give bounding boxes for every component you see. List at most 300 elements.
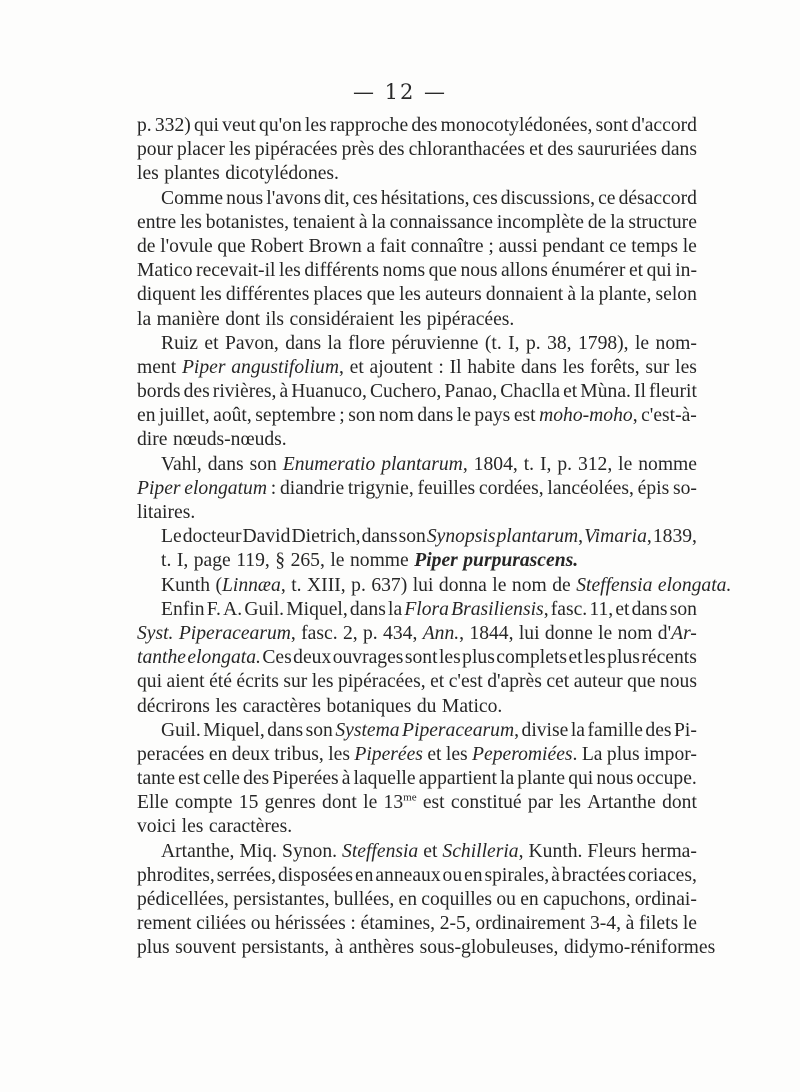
word: capuchons,: [542, 889, 631, 910]
word: celle: [203, 768, 240, 790]
word: la: [610, 211, 625, 233]
word: p.: [363, 622, 378, 644]
word: deux: [231, 743, 270, 765]
word: d'après: [487, 671, 542, 693]
word: ordinai-: [634, 889, 697, 910]
word: dire: [137, 429, 168, 451]
word: de: [137, 235, 156, 257]
word: c'est-à-: [641, 405, 697, 427]
word: so-: [672, 477, 697, 499]
word: angustifolium,: [231, 356, 344, 378]
text-line: [137, 356, 697, 380]
word: page: [193, 550, 231, 572]
word: divise: [521, 719, 569, 741]
word: son: [669, 598, 697, 620]
word: nœuds-nœuds.: [172, 429, 287, 451]
word: p.: [557, 453, 573, 475]
word: par: [527, 792, 553, 814]
word: Systema: [335, 719, 400, 741]
word: diandrie: [279, 477, 345, 499]
text-line: [137, 791, 697, 815]
word: elongata.: [657, 574, 732, 596]
word: ils: [265, 308, 285, 330]
word: son: [398, 526, 426, 548]
word: coriaces,: [627, 864, 697, 886]
word: son: [348, 405, 376, 427]
word: 15: [238, 792, 259, 814]
text-line: [137, 864, 697, 888]
word: noms: [382, 260, 426, 282]
text-line: [137, 549, 697, 573]
word: p.: [137, 115, 152, 136]
word: août,: [213, 405, 252, 427]
word: connaître: [410, 235, 484, 257]
text-line: [137, 719, 697, 743]
word: entre: [137, 211, 177, 233]
word: de: [552, 574, 571, 596]
word: structure: [628, 211, 697, 233]
word: les: [304, 115, 327, 136]
word: Robert: [250, 235, 304, 257]
word: chloranthacées: [408, 139, 525, 161]
word: occupe.: [636, 768, 697, 790]
word: ce: [609, 235, 627, 257]
word: temps: [631, 235, 679, 257]
word: :: [270, 477, 277, 499]
word: les: [675, 356, 697, 378]
text-line: [137, 743, 697, 767]
word: ou: [442, 864, 463, 886]
word: le: [456, 405, 471, 427]
word: qui: [137, 671, 163, 693]
word: lancéolées,: [547, 477, 634, 499]
text-line: [137, 936, 716, 960]
word: dans: [349, 598, 386, 620]
word: rement: [137, 913, 192, 935]
word: 1839,: [652, 526, 697, 548]
word: habite: [467, 356, 516, 378]
word: botaniques: [326, 695, 412, 717]
word: genres: [264, 792, 316, 814]
text-line: [137, 428, 697, 452]
word: la: [580, 284, 595, 306]
word: les: [559, 792, 581, 814]
text-line: [137, 308, 697, 332]
word: et: [615, 598, 630, 620]
word: anthères: [348, 937, 415, 959]
word: flore: [348, 332, 386, 354]
text-line: [137, 646, 697, 670]
word: du: [416, 695, 437, 717]
word: t.: [161, 550, 172, 572]
word: tante: [137, 768, 176, 790]
word: que: [366, 284, 395, 306]
word: 11,: [589, 598, 614, 620]
word: des: [183, 381, 210, 403]
word: le: [363, 792, 378, 814]
text-line: [137, 380, 697, 404]
word: 265,: [290, 550, 325, 572]
word: les: [279, 260, 301, 282]
word: serrées,: [216, 864, 277, 886]
word: en: [208, 743, 228, 765]
word: compte: [174, 792, 233, 814]
word: dont: [662, 792, 697, 814]
text-line: [137, 138, 697, 162]
word: veut: [222, 115, 256, 136]
word: écrits: [236, 671, 279, 693]
word: souvent: [175, 937, 237, 959]
word: Vahl,: [161, 453, 202, 475]
word: Artanthe: [587, 792, 656, 814]
word: Il: [633, 381, 646, 403]
word: 312,: [577, 453, 613, 475]
word: voici: [137, 816, 177, 838]
word: que: [627, 671, 656, 693]
word: des: [645, 719, 672, 741]
word: à: [567, 284, 577, 306]
word: hésitations,: [380, 187, 470, 209]
word: botanistes,: [205, 211, 290, 233]
word: et: [423, 840, 438, 862]
word: 3-4,: [589, 913, 621, 935]
word: Huanuco,: [291, 381, 367, 403]
word: ces: [472, 187, 498, 209]
word: les: [445, 743, 468, 765]
text-line: [137, 211, 697, 235]
word: La: [581, 743, 603, 765]
word: selon: [655, 284, 697, 306]
word: plus: [607, 647, 640, 669]
word: Enfin: [161, 598, 205, 620]
word: ou: [496, 889, 516, 910]
word: Le: [161, 526, 182, 548]
word: Piperacearum,: [402, 719, 520, 741]
word: Elle: [137, 792, 169, 814]
word: Piperacearum,: [178, 622, 296, 644]
word: 332): [154, 115, 191, 136]
word: bords: [137, 381, 181, 403]
word: Brasiliensis,: [451, 598, 549, 620]
word: sont: [404, 647, 438, 669]
word: sur: [645, 356, 670, 378]
word: énumérer: [551, 260, 626, 282]
word: Miquel,: [203, 719, 265, 741]
word: la: [500, 768, 515, 790]
word: Piper: [181, 356, 226, 378]
word: constitué: [450, 792, 522, 814]
text-line: [137, 525, 697, 549]
word: tribus,: [274, 743, 324, 765]
word: nom: [511, 574, 547, 596]
word: elongata.: [187, 647, 261, 669]
word: Steffensia: [576, 574, 653, 596]
text-line: [137, 598, 697, 622]
word: la: [388, 598, 403, 620]
word: peracées: [137, 743, 205, 765]
word: ou: [250, 913, 271, 935]
word: ordinairement: [475, 913, 586, 935]
word: a: [366, 235, 376, 257]
word: est: [513, 405, 536, 427]
word: elongatum: [184, 477, 267, 499]
word: 119,: [236, 550, 270, 572]
word: bullées,: [333, 889, 395, 910]
word: le: [634, 332, 650, 354]
word: dicotylédones.: [225, 163, 339, 185]
text-line: [137, 114, 697, 138]
word: Steffensia: [342, 840, 419, 862]
word: la: [570, 719, 585, 741]
word: nomme: [349, 550, 409, 572]
word: dans: [661, 139, 697, 161]
word: Panao,: [444, 381, 498, 403]
word: famille: [587, 719, 643, 741]
word: des: [411, 115, 438, 136]
text-line: [137, 404, 697, 428]
word: $13^{me}$: [383, 791, 417, 814]
word: didymo-réniformes: [563, 937, 716, 959]
word: :: [350, 913, 356, 935]
word: Matico.: [441, 695, 503, 717]
word: Kunth: [161, 574, 210, 596]
word: Miq.: [239, 840, 278, 862]
text-line: [137, 477, 697, 501]
word: Piper: [414, 550, 458, 572]
word: Vimaria,: [584, 526, 652, 548]
word: in-: [675, 260, 697, 282]
word: Dietrich,: [291, 526, 361, 548]
word: tanthe: [137, 647, 186, 669]
word: Piperées: [354, 743, 423, 765]
word: pour: [137, 139, 173, 161]
word: ;: [488, 235, 494, 257]
word: cordées,: [478, 477, 544, 499]
word: diquent: [137, 284, 196, 306]
word: Enumeratio: [282, 453, 376, 475]
word: la: [371, 211, 386, 233]
word: considéraient: [289, 308, 395, 330]
text-line: [137, 235, 697, 259]
word: fait: [379, 235, 407, 257]
word: le: [492, 574, 507, 596]
word: Synon.: [282, 840, 338, 862]
word: les: [399, 284, 421, 306]
text-line: [137, 695, 697, 719]
word: pipéracées,: [338, 671, 426, 693]
word: Fleurs: [587, 840, 637, 862]
word: Mùna.: [580, 381, 631, 403]
word: Miquel,: [286, 598, 348, 620]
word: étamines,: [360, 913, 436, 935]
word: litaires.: [137, 502, 196, 523]
word: ciliées: [196, 913, 247, 935]
word: F.: [206, 598, 221, 620]
word: d'accord: [631, 115, 697, 136]
word: des: [547, 139, 574, 161]
word: en: [520, 889, 539, 910]
word: 434,: [383, 622, 418, 644]
word: que: [428, 260, 457, 282]
text-line: [137, 332, 697, 356]
word: et: [204, 332, 219, 354]
word: décrirons: [137, 695, 210, 717]
text-line: [137, 283, 697, 307]
word: cet: [546, 671, 570, 693]
word: :: [438, 356, 444, 378]
word: le: [618, 453, 633, 475]
word: caractères.: [208, 816, 293, 838]
word: docteur: [182, 526, 242, 548]
word: dans: [267, 719, 304, 741]
word: les: [215, 695, 238, 717]
word: rivières,: [212, 381, 277, 403]
word: plantarum,: [381, 453, 468, 475]
word: donnaient: [485, 284, 564, 306]
word: de: [587, 211, 607, 233]
word: ces: [352, 187, 378, 209]
word: 38,: [547, 332, 572, 354]
word: en: [398, 889, 418, 910]
word: que: [217, 235, 246, 257]
word: la: [327, 332, 342, 354]
word: monocotylédonées,: [440, 115, 593, 136]
word: 1844,: [469, 622, 514, 644]
word: sur: [283, 671, 308, 693]
word: rapproche: [329, 115, 409, 136]
word: en: [464, 864, 483, 886]
text-line: [137, 574, 732, 598]
text-line: [137, 888, 697, 912]
word: le: [682, 235, 697, 257]
word: l'ovule: [160, 235, 213, 257]
text-line: [137, 912, 697, 936]
word: Synopsis: [426, 526, 496, 548]
word: pédicellées,: [137, 889, 229, 910]
word: (t.: [484, 332, 502, 354]
word: et: [427, 743, 442, 765]
word: nom: [378, 405, 414, 427]
word: Cuchero,: [369, 381, 442, 403]
word: plantes: [164, 163, 220, 185]
word: qui: [646, 260, 672, 282]
word: nom: [617, 622, 653, 644]
word: Ruiz: [161, 332, 199, 354]
word: Artanthe,: [161, 840, 235, 862]
word: qui: [193, 115, 219, 136]
word: manière: [156, 308, 220, 330]
word: Peperomiées.: [472, 743, 578, 765]
word: I,: [508, 332, 520, 354]
word: sont: [595, 115, 629, 136]
word: fasc.: [301, 622, 338, 644]
word: plantarum,: [496, 526, 584, 548]
word: anneaux: [375, 864, 441, 886]
word: Pi-: [674, 719, 697, 741]
word: pays: [474, 405, 511, 427]
word: plus: [606, 743, 640, 765]
word: sous-globuleuses,: [419, 937, 559, 959]
word: bractées: [561, 864, 626, 886]
word: t.: [291, 574, 302, 596]
word: et: [563, 381, 578, 403]
word: près: [341, 139, 375, 161]
text-line: [137, 622, 697, 646]
word: ce: [598, 187, 616, 209]
word: ;: [339, 405, 345, 427]
word: Chaclla: [500, 381, 561, 403]
word: auteurs: [425, 284, 482, 306]
word: dans: [631, 598, 668, 620]
word: moho-moho,: [539, 405, 638, 427]
word: les: [199, 284, 222, 306]
word: nous: [596, 768, 634, 790]
word: dont: [322, 792, 357, 814]
word: phrodites,: [137, 864, 215, 886]
word: dans: [285, 332, 322, 354]
word: son: [305, 719, 333, 741]
word: été: [209, 671, 232, 693]
word: (Linnæa,: [215, 574, 286, 596]
text-line: [137, 767, 697, 791]
word: I,: [176, 550, 189, 572]
word: 2,: [342, 622, 358, 644]
word: Kunth.: [528, 840, 583, 862]
word: et: [568, 647, 583, 669]
word: les: [562, 356, 585, 378]
word: places: [313, 284, 363, 306]
word: nous: [460, 260, 498, 282]
word: est: [422, 792, 445, 814]
word: Guil.: [244, 598, 285, 620]
word: Guil.: [161, 719, 201, 741]
word: donne: [544, 622, 593, 644]
word: trigynie,: [347, 477, 414, 499]
word: et: [430, 671, 445, 693]
word: ouvrages: [332, 647, 404, 669]
word: §: [275, 550, 286, 572]
word: filets: [639, 913, 679, 935]
word: le: [682, 913, 697, 935]
word: 1804,: [473, 453, 518, 475]
word: à: [341, 768, 351, 790]
word: feuilles: [417, 477, 476, 499]
word: 2-5,: [439, 913, 471, 935]
word: Matico: [137, 260, 193, 282]
word: les: [137, 163, 159, 185]
word: plus: [137, 937, 170, 959]
word: ment: [137, 356, 177, 378]
word: en: [354, 864, 374, 886]
word: épis: [637, 477, 670, 499]
word: purpurascens.: [463, 550, 579, 572]
word: spirales,: [484, 864, 550, 886]
word: les: [584, 647, 606, 669]
word: plante,: [598, 284, 652, 306]
word: dont: [225, 308, 261, 330]
word: aient: [166, 671, 205, 693]
word: persistantes,: [233, 889, 330, 910]
word: lui: [412, 574, 434, 596]
word: laquelle: [353, 768, 416, 790]
word: discussions,: [500, 187, 595, 209]
word: nom-: [655, 332, 697, 354]
word: différents: [304, 260, 380, 282]
word: les: [228, 139, 251, 161]
word: Il: [449, 356, 462, 378]
word: pipéracées.: [426, 308, 515, 330]
word: David: [242, 526, 291, 548]
